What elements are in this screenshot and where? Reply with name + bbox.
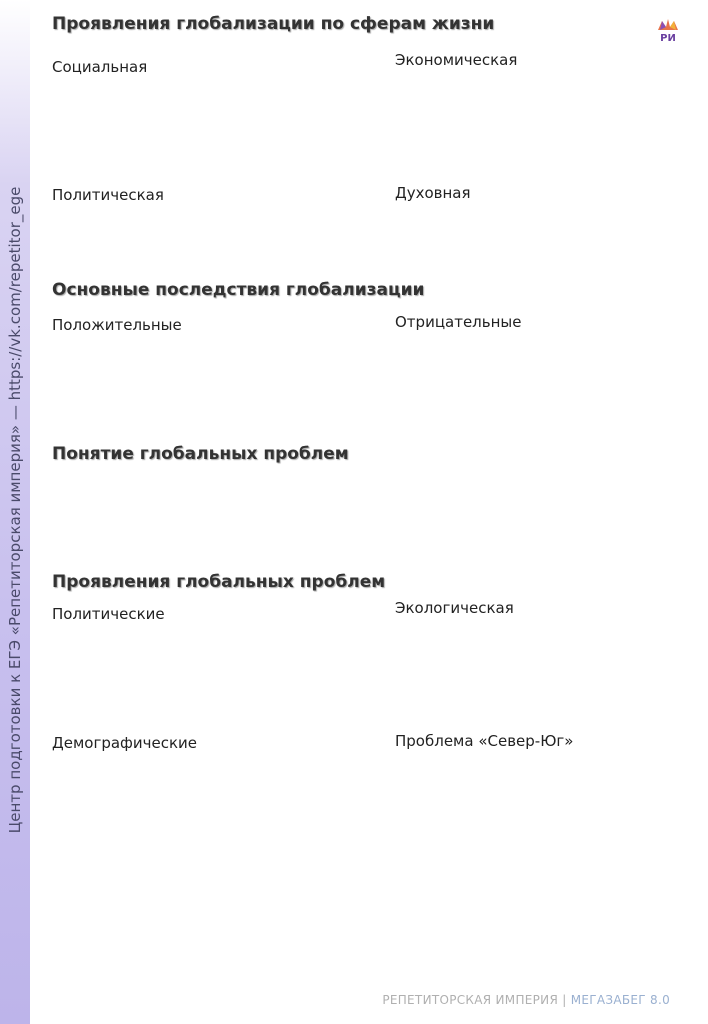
sidebar-caption: Центр подготовки к ЕГЭ «Репетиторская империя» — https://vk.com/repetitor_ege <box>6 186 24 834</box>
footer <box>382 993 670 1007</box>
footer-brand: РЕПЕТИТОРСКАЯ ИМПЕРИЯ <box>382 993 559 1007</box>
logo-text: РИ <box>660 33 676 44</box>
sidebar-strip <box>0 0 30 1024</box>
item-negative: Отрицательные <box>395 313 522 331</box>
heading-consequences: Основные последствия глобализации <box>52 280 425 300</box>
item-political-problems: Политические <box>52 605 165 623</box>
item-demographic: Демографические <box>52 734 197 752</box>
heading-spheres: Проявления глобализации по сферам жизни <box>52 14 495 34</box>
item-spiritual: Духовная <box>395 184 471 202</box>
item-ecological: Экологическая <box>395 599 514 617</box>
item-social: Социальная <box>52 58 148 76</box>
item-economic: Экономическая <box>395 51 518 69</box>
heading-manifestations: Проявления глобальных проблем <box>52 572 386 592</box>
heading-concept: Понятие глобальных проблем <box>52 444 349 464</box>
footer-separator: | <box>562 993 567 1007</box>
item-positive: Положительные <box>52 316 182 334</box>
footer-event: МЕГАЗАБЕГ 8.0 <box>570 993 670 1007</box>
item-political: Политическая <box>52 186 164 204</box>
logo-crown-icon <box>656 18 680 44</box>
item-north-south: Проблема «Север-Юг» <box>395 732 574 750</box>
